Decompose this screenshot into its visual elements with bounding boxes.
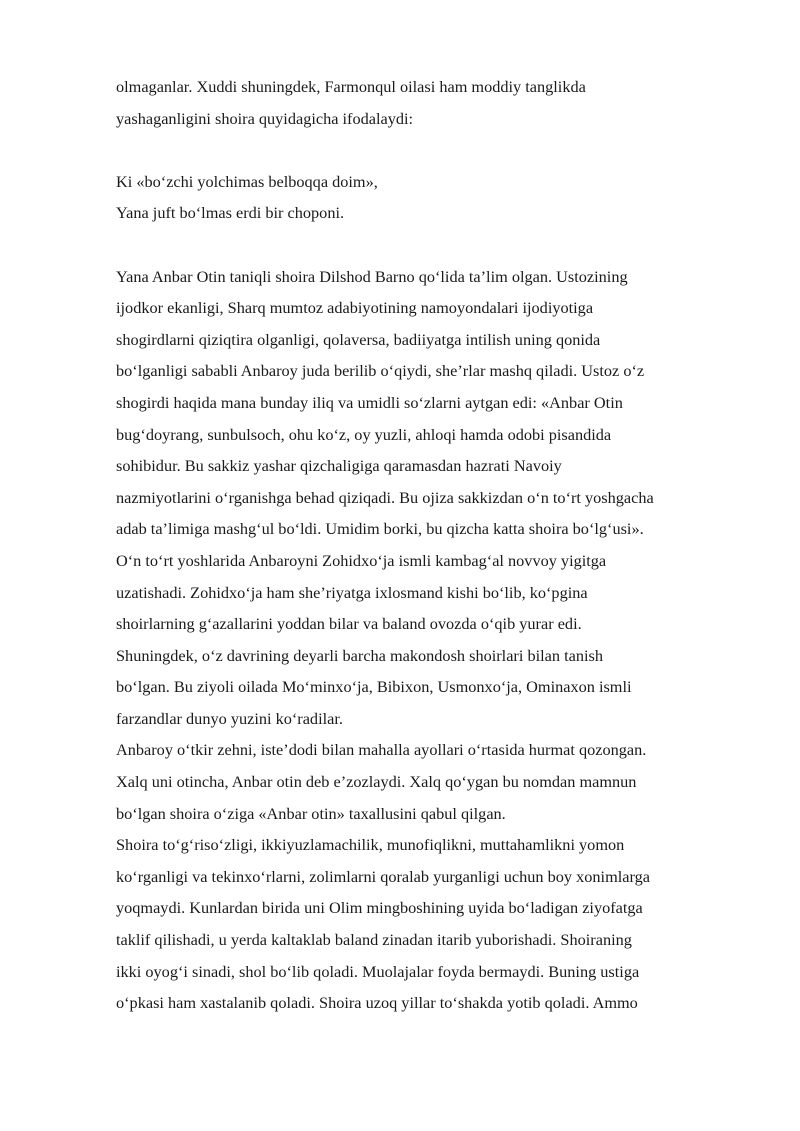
text-line: ijodkor ekanligi, Sharq mumtoz adabiyotining namoyondalari ijodiyotiga: [116, 298, 594, 318]
text-line: ikki oyog‘i sinadi, shol bo‘lib qoladi. Muolajalar foyda bermaydi. Buning ustiga: [116, 961, 640, 981]
text-line: bo‘lgan. Bu ziyoli oilada Mo‘minxo‘ja, Bibixon, Usmonxo‘ja, Ominaxon ismli: [116, 677, 632, 697]
text-line: yashaganligini shoira quyidagicha ifodalaydi:: [116, 108, 414, 128]
text-line: olmaganlar. Xuddi shuningdek, Farmonqul oilasi ham moddiy tanglikda: [116, 77, 586, 96]
text-line: yoqmaydi. Kunlardan birida uni Olim mingboshining uyida bo‘ladigan ziyofatga: [116, 898, 643, 918]
paragraph-gap: [116, 229, 746, 261]
paragraph-gap: [116, 134, 746, 166]
text-line: bo‘lgan shoira o‘ziga «Anbar otin» taxallusini qabul qilgan.: [116, 803, 506, 823]
text-line: adab ta’limiga mashg‘ul bo‘ldi. Umidim borki, bu qizcha katta shoira bo‘lg‘usi».: [116, 519, 644, 539]
text-line: O‘n to‘rt yoshlarida Anbaroyni Zohidxo‘ja ismli kambag‘al novvoy yigitga: [116, 550, 607, 570]
paragraph-intro: [116, 71, 746, 134]
text-line: shogirdi haqida mana bunday iliq va umidli so‘zlarni aytgan edi: «Anbar Otin: [116, 392, 623, 412]
poem-line: Ki «bo‘zchi yolchimas belboqqa doim»,: [116, 171, 378, 191]
text-line: nazmiyotlarini o‘rganishga behad qiziqadi. Bu ojiza sakkizdan o‘n to‘rt yoshgacha: [116, 487, 654, 507]
poem-quote: [116, 166, 746, 229]
text-line: Shoira to‘g‘riso‘zligi, ikkiyuzlamachilik, munofiqlikni, muttahamlikni yomon: [116, 835, 625, 855]
text-line: Shuningdek, o‘z davrining deyarli barcha makondosh shoirlari bilan tanish: [116, 645, 603, 665]
text-line: shoirlarning g‘azallarini yoddan bilar va baland ovozda o‘qib yurar edi.: [116, 614, 582, 634]
text-line: o‘pkasi ham xastalanib qoladi. Shoira uzoq yillar to‘shakda yotib qoladi. Ammo: [116, 993, 638, 1013]
text-line: Yana Anbar Otin taniqli shoira Dilshod Barno qo‘lida ta’lim olgan. Ustozining: [116, 266, 628, 286]
text-line: bo‘lganligi sababli Anbaroy juda berilib o‘qiydi, she’rlar mashq qiladi. Ustoz o‘z: [116, 361, 645, 381]
text-line: taklif qilishadi, u yerda kaltaklab baland zinadan itarib yuborishadi. Shoiraning: [116, 930, 632, 950]
text-line: shogirdlarni qiziqtira olganligi, qolaversa, badiiyatga intilish uning qonida: [116, 329, 601, 349]
text-line: bug‘doyrang, sunbulsoch, ohu ko‘z, oy yuzli, ahloqi hamda odobi pisandida: [116, 424, 612, 444]
text-line: farzandlar dunyo yuzini ko‘radilar.: [116, 708, 343, 728]
text-line: Xalq uni otincha, Anbar otin deb e’zozlaydi. Xalq qo‘ygan bu nomdan mamnun: [116, 772, 637, 792]
text-line: sohibidur. Bu sakkiz yashar qizchaligiga qaramasdan hazrati Navoiy: [116, 456, 562, 476]
text-line: uzatishadi. Zohidxo‘ja ham she’riyatga ixlosmand kishi bo‘lib, ko‘pgina: [116, 582, 588, 602]
text-line: ko‘rganligi va tekinxo‘rlarni, zolimlarni qoralab yurganligi uchun boy xonimlarga: [116, 866, 650, 886]
poem-line: Yana juft bo‘lmas erdi bir choponi.: [116, 203, 345, 223]
paragraph-biography: [116, 261, 746, 1019]
document-page: [116, 71, 746, 1019]
text-line: Anbaroy o‘tkir zehni, iste’dodi bilan mahalla ayollari o‘rtasida hurmat qozongan.: [116, 740, 647, 760]
